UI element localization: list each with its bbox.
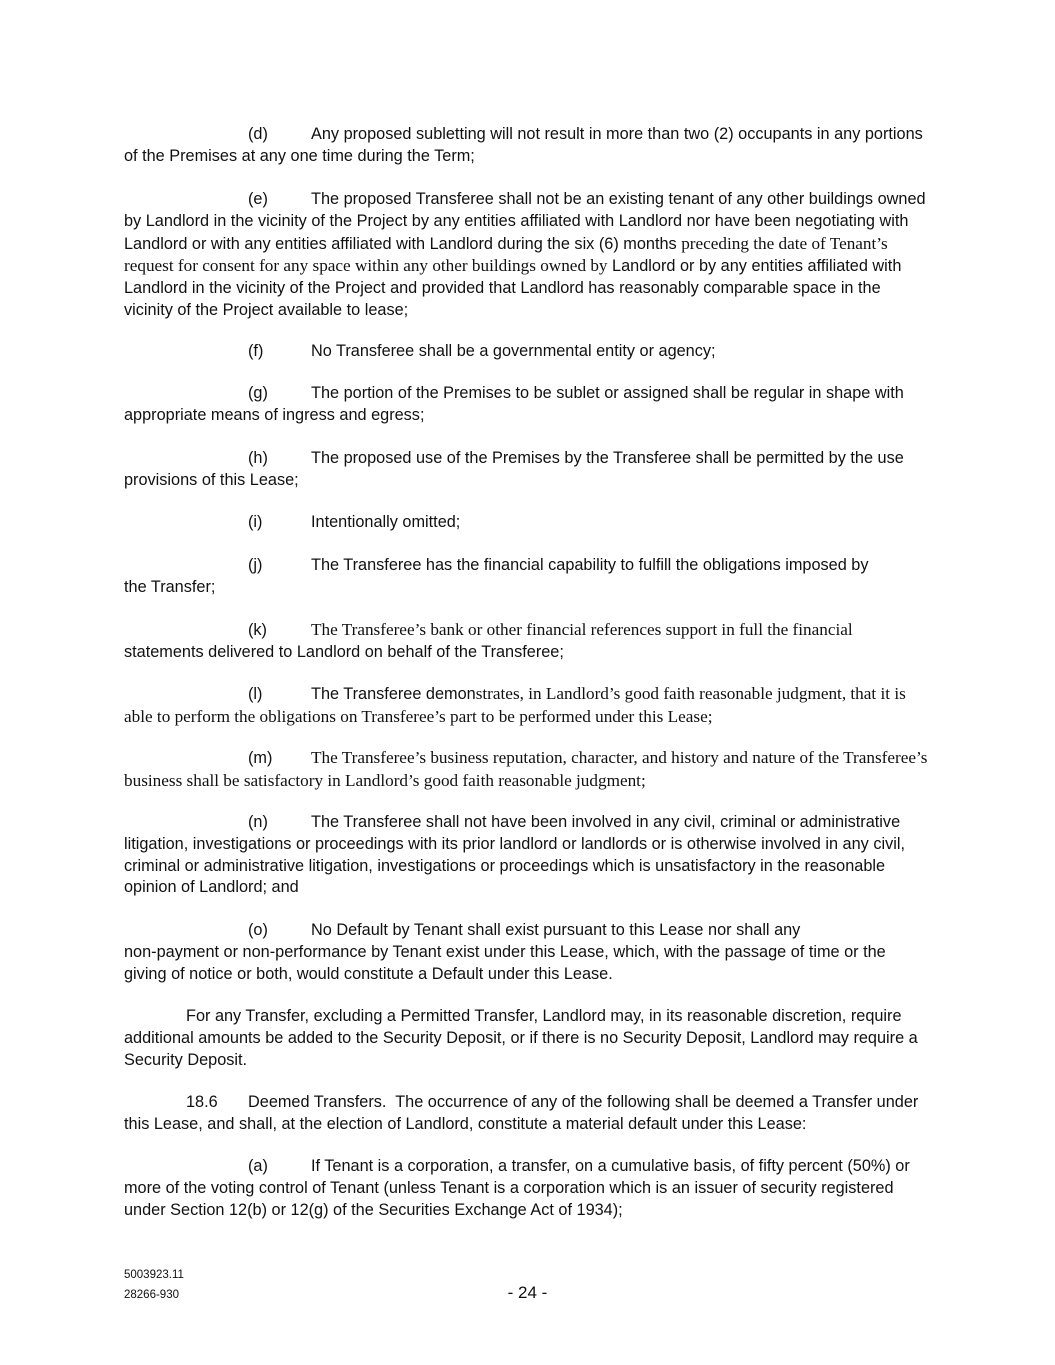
paragraph-m — [124, 747, 932, 793]
section-18-6 — [124, 1092, 932, 1136]
paragraph-i-label: (i) — [248, 513, 263, 531]
paragraph-d — [124, 124, 932, 168]
paragraph-h-text: The proposed use of the Premises by the Transferee shall be permitted by the use provisions of this Lease; — [124, 449, 904, 489]
paragraph-n-text: The Transferee shall not have been involved in any civil, criminal or administrative litigation, investigations or proceedings with its prior landlord or landlords or is otherwise involved in any civil, criminal or administrative litigation, investigations or proceedings which is unsatisfactory in the reasonable opinion of Landlord; and — [124, 813, 905, 897]
paragraph-i — [124, 512, 932, 534]
paragraph-i-text: Intentionally omitted; — [311, 513, 461, 531]
paragraph-o-text-2: non-payment or non-performance by Tenant exist under this Lease, which, with the passage of time or the giving of notice or both, would constitute a Default under this Lease. — [124, 942, 886, 983]
paragraph-j — [124, 555, 932, 599]
section-heading: Deemed Transfers. — [248, 1093, 387, 1111]
paragraph-d-text: Any proposed subletting will not result in more than two (2) occupants in any portions of the Premises at any one time during the Term; — [124, 125, 923, 165]
paragraph-f — [124, 341, 932, 363]
paragraph-l-text-a: The Transferee demon — [311, 685, 476, 703]
paragraph-a — [124, 1156, 932, 1221]
paragraph-j-text-2: the Transfer; — [124, 577, 216, 596]
paragraph-n — [124, 812, 932, 899]
paragraph-g-text: The portion of the Premises to be sublet or assigned shall be regular in shape with appropriate means of ingress and egress; — [124, 384, 904, 424]
paragraph-m-label: (m) — [248, 749, 273, 767]
section-number: 18.6 — [186, 1093, 218, 1111]
paragraph-j-label: (j) — [248, 556, 263, 574]
page-number: - 24 - — [507, 1283, 548, 1302]
paragraph-l — [124, 683, 932, 729]
paragraph-l-label: (l) — [248, 685, 263, 703]
paragraph-k-label: (k) — [248, 621, 267, 639]
paragraph-g-label: (g) — [248, 384, 268, 402]
paragraph-e — [124, 189, 932, 322]
paragraph-k-text-b: statements delivered to Landlord on behalf of the Transferee; — [124, 642, 564, 661]
paragraph-d-label: (d) — [248, 125, 268, 143]
paragraph-e-text-c: Landlord or by any entities affiliated with Landlord in the vicinity of the Project and provided that Landlord has reasonably comparable space in the vicinity of the Project available to lease; — [124, 257, 902, 319]
footer-doc-id: 5003923.11 — [124, 1269, 184, 1281]
paragraph-e-text-b: preceding the date of Tenant’s request for consent for any space within any other buildings owned by — [124, 233, 888, 276]
paragraph-e-text-a: The proposed Transferee shall not be an existing tenant of any other buildings owned by Landlord in the vicinity of the Project by any entities affiliated with Landlord nor have been negotiating with Landlord or with any entities affiliated with Landlord during the six (6) months — [124, 190, 926, 253]
paragraph-o-label: (o) — [248, 921, 268, 939]
section-text: The occurrence of any of the following shall be deemed a Transfer under this Lease, and shall, at the election of Landlord, constitute a material default under this Lease: — [124, 1093, 923, 1133]
paragraph-m-text: The Transferee’s business reputation, character, and history and nature of the Transferee’s business shall be satisfactory in Landlord’s good faith reasonable judgment; — [124, 748, 928, 790]
paragraph-a-text: If Tenant is a corporation, a transfer, on a cumulative basis, of fifty percent (50%) or more of the voting control of Tenant (unless Tenant is a corporation which is an issuer of security registered under Section 12(b) or 12(g) of the Securities Exchange Act of 1934); — [124, 1157, 910, 1219]
paragraph-f-text: No Transferee shall be a governmental entity or agency; — [311, 342, 716, 360]
paragraph-h — [124, 448, 932, 492]
paragraph-h-label: (h) — [248, 449, 268, 467]
paragraph-a-label: (a) — [248, 1157, 268, 1175]
paragraph-j-text: The Transferee has the financial capability to fulfill the obligations imposed by — [311, 556, 869, 574]
security-deposit-text: For any Transfer, excluding a Permitted Transfer, Landlord may, in its reasonable discretion, require additional amounts be added to the Security Deposit, or if there is no Security Deposit, Landlord may require a Security Deposit. — [124, 1007, 918, 1069]
security-deposit-paragraph — [124, 1006, 932, 1071]
paragraph-k — [124, 619, 932, 664]
footer-matter-id: 28266-930 — [124, 1289, 179, 1301]
paragraph-g — [124, 383, 932, 427]
paragraph-e-label: (e) — [248, 190, 268, 208]
paragraph-l-text-b: strates, in Landlord’s good faith reasonable judgment, that it is able to perform the obligations on Transferee’s part to be performed under this Lease; — [124, 684, 906, 726]
paragraph-n-label: (n) — [248, 813, 268, 831]
paragraph-o — [124, 920, 932, 985]
paragraph-k-text-a: The Transferee’s bank or other financial references support in full the financial — [311, 620, 853, 639]
paragraph-o-text: No Default by Tenant shall exist pursuant to this Lease nor shall any — [311, 921, 801, 939]
paragraph-f-label: (f) — [248, 342, 264, 360]
